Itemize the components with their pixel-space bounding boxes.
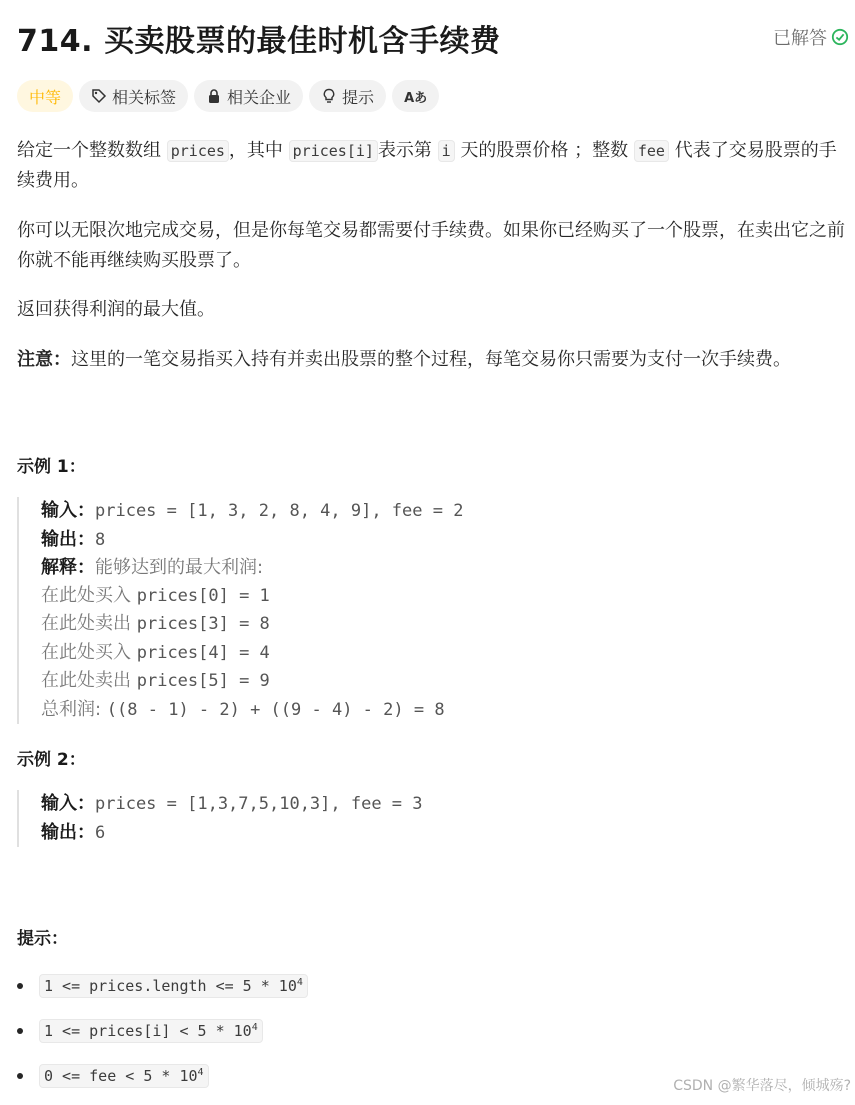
input-label: 输入： (41, 500, 95, 521)
constraints-heading: 提示： (17, 929, 68, 949)
problem-title: 714. 买卖股票的最佳时机含手续费 (17, 24, 501, 59)
constraint-text: 1 <= prices.length <= 5 * 10 (44, 977, 297, 995)
explain-label: 解释： (41, 557, 95, 578)
watermark: CSDN @繁华落尽，倾城殇? (673, 1078, 851, 1094)
list-item (17, 1060, 308, 1092)
desc-text: 表示第 (377, 140, 438, 161)
tag-icon (91, 88, 107, 104)
related-tags-button[interactable] (79, 80, 188, 112)
explain-line-pre: 在此处买入 (41, 584, 137, 606)
explain-line-pre: 在此处买入 (41, 641, 137, 663)
check-circle-icon (831, 28, 849, 46)
desc-text: 天的股票价格 ；整数 (454, 140, 634, 161)
example-2-block (17, 790, 423, 847)
lock-icon (206, 88, 222, 104)
output-value: 6 (95, 822, 106, 843)
description-paragraph-3: 返回获得利润的最大值。 (17, 299, 215, 320)
related-companies-label: 相关企业 (227, 87, 292, 107)
note-label: 注意： (17, 349, 71, 370)
hint-button[interactable] (309, 80, 386, 112)
constraints-list (17, 970, 308, 1105)
output-value: 8 (95, 529, 106, 550)
explain-text: 能够达到的最大利润: (95, 557, 264, 578)
list-item (17, 970, 308, 1002)
constraint-code (39, 974, 308, 998)
output-label: 输出： (41, 821, 95, 843)
input-label: 输入： (41, 793, 95, 814)
input-value: prices = [1,3,7,5,10,3], fee = 3 (95, 794, 423, 814)
description-paragraph-1 (17, 136, 847, 196)
hint-label: 提示 (342, 87, 375, 107)
constraint-code (39, 1064, 209, 1088)
description-paragraph-2: 你可以无限次地完成交易，但是你每笔交易都需要付手续费。如果你已经购买了一个股票，在卖出它之前你就不能再继续购买股票了。 (17, 220, 845, 271)
note-text: 这里的一笔交易指买入持有并卖出股票的整个过程，每笔交易你只需要为支付一次手续费。 (71, 349, 791, 370)
solved-label: 已解答 (773, 28, 827, 49)
list-item (17, 1015, 308, 1047)
desc-text: 给定一个整数数组 (17, 140, 167, 161)
explain-line-code: prices[3] = 8 (136, 614, 270, 634)
related-tags-label: 相关标签 (112, 87, 177, 107)
translate-icon: Aあ (404, 90, 428, 106)
code-prices-i: prices[i] (289, 140, 378, 162)
lightbulb-icon (321, 88, 337, 104)
bullet-dot (17, 1073, 23, 1079)
related-companies-button[interactable] (194, 80, 303, 112)
constraint-exponent: 4 (197, 1067, 204, 1078)
example-1-heading: 示例 1： (17, 457, 86, 477)
code-i: i (438, 140, 455, 162)
example-1-block (17, 497, 463, 724)
input-value: prices = [1, 3, 2, 8, 4, 9], fee = 2 (95, 501, 464, 521)
solved-status (773, 24, 849, 50)
constraint-text: 0 <= fee < 5 * 10 (44, 1067, 198, 1085)
explain-line-pre: 在此处卖出 (41, 670, 137, 691)
explain-line-code: prices[5] = 9 (136, 671, 270, 691)
explain-line-code: prices[0] = 1 (136, 585, 270, 606)
code-prices: prices (167, 140, 229, 162)
constraint-text: 1 <= prices[i] < 5 * 10 (44, 1022, 252, 1040)
total-code: ((8 - 1) - 2) + ((9 - 4) - 2) = 8 (106, 699, 445, 720)
explain-line-code: prices[4] = 4 (136, 642, 270, 663)
code-fee: fee (634, 140, 669, 162)
desc-text: ，其中 (228, 140, 289, 161)
difficulty-label: 中等 (29, 87, 62, 107)
constraint-exponent: 4 (251, 1022, 258, 1033)
example-2-heading: 示例 2： (17, 750, 86, 770)
difficulty-badge (17, 80, 73, 112)
explain-line-pre: 在此处卖出 (41, 613, 137, 634)
total-pre: 总利润: (41, 698, 107, 720)
bullet-dot (17, 1028, 23, 1034)
desc-text: 代表了交易股票的手续费用。 (17, 140, 837, 191)
tag-bar (17, 80, 439, 112)
translate-button[interactable] (392, 80, 439, 112)
constraint-code (39, 1019, 263, 1043)
constraint-exponent: 4 (296, 977, 303, 988)
bullet-dot (17, 983, 23, 989)
note-paragraph (17, 345, 847, 375)
output-label: 输出： (41, 528, 95, 550)
